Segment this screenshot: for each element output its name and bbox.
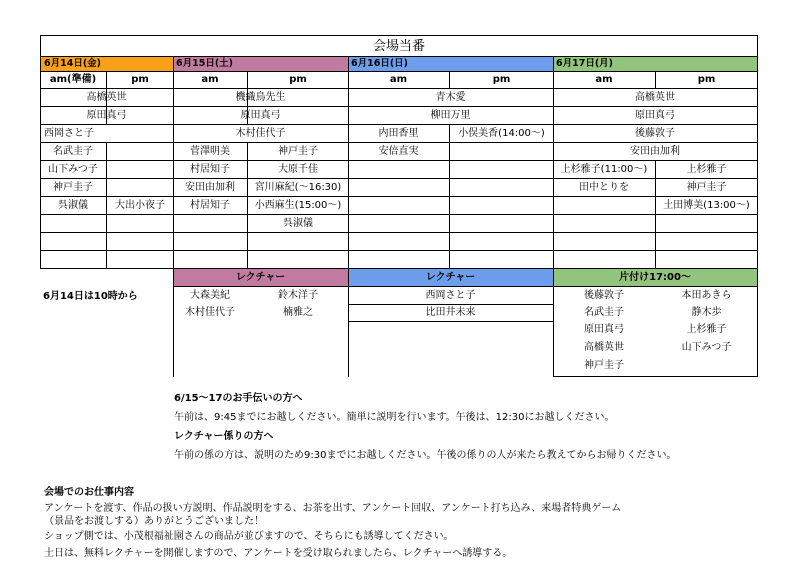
schedule-cell: 神戸圭子: [686, 181, 727, 193]
lecture-name: 鈴木洋子: [278, 290, 318, 301]
schedule-cell: 土田博美(13:00～): [663, 199, 750, 211]
lecture-name: 大森美紀: [190, 290, 230, 301]
schedule-cell: 安田由加利: [185, 181, 235, 193]
schedule-cell: 小西麻生(15:00～): [254, 199, 342, 211]
schedule-cell: 機織鳥先生: [235, 91, 286, 103]
schedule-cell: 山下みつ子: [48, 163, 98, 175]
schedule-cell: 高橋英世: [86, 91, 127, 103]
duties-line: アンケートを渡す、作品の扱い方説明、作品説明をする、お茶を出す、アンケート回収、アンケート打ち込み、来場者特典ゲーム: [44, 503, 622, 514]
schedule-cell: 原田真弓: [240, 109, 281, 121]
slot-header-pm: pm: [131, 74, 149, 85]
helpers-text: 午前は、9:45までにお越しください。簡単に説明を行います。午後は、12:30にお越しください。: [174, 412, 615, 423]
slot-header-pm: pm: [492, 74, 511, 85]
date-label-jun14: 6月14日(金): [44, 58, 102, 69]
schedule-cell: 原田真弓: [635, 109, 675, 121]
duties-line: 土日は、無料レクチャーを開催しますので、アンケートを受け取られましたら、レクチャーへ誘導する。: [44, 548, 513, 559]
schedule-cell: 呉淑儀: [283, 217, 313, 229]
schedule-cell: 田中とりを: [579, 181, 629, 193]
cleanup-name: 神戸圭子: [584, 360, 624, 371]
schedule-cell: 青木愛: [435, 91, 466, 103]
schedule-cell: 上杉雅子(11:00～): [560, 163, 648, 175]
schedule-cell: 後藤敦子: [635, 127, 675, 139]
schedule-cell: 大原千佳: [278, 163, 318, 175]
slot-header-am-prep: am(準備): [49, 74, 97, 85]
cleanup-header-jun17: 片付け17:00～: [619, 271, 691, 283]
lecture-name: 西岡さと子: [425, 290, 476, 301]
cleanup-name: 本田あきら: [681, 290, 732, 301]
schedule-cell: 村居知子: [190, 199, 230, 211]
slot-header-am: am: [201, 74, 219, 85]
schedule-cell: 西岡さと子: [44, 127, 94, 139]
lecture-name: 楠雅之: [283, 307, 313, 318]
cleanup-name: 静木歩: [691, 307, 722, 318]
schedule-cell: 名武圭子: [53, 145, 93, 157]
duties-line: ショップ側では、小茂根福祉園さんの商品が並びますので、そちらにも誘導してください。: [44, 531, 454, 542]
lecture-header-jun16: レクチャー: [425, 271, 476, 283]
schedule-cell: 内田香里: [378, 127, 419, 139]
lecture-staff-text: 午前の係の方は、説明のため9:30までにお越しください。午後の係りの人が来たら教えてからお帰りください。: [174, 450, 677, 461]
duties-heading: 会場でのお仕事内容: [44, 487, 134, 498]
schedule-cell: 大出小夜子: [115, 199, 165, 211]
page-title: 会場当番: [372, 38, 425, 54]
slot-header-pm: pm: [697, 74, 716, 85]
lecture-staff-heading: レクチャー係りの方へ: [174, 431, 274, 442]
cleanup-name: 後藤敦子: [584, 290, 624, 301]
cleanup-name: 原田真弓: [584, 324, 624, 335]
cleanup-name: 高橋英世: [584, 342, 624, 353]
duties-line: （景品をお渡しする）ありがとうございました！: [44, 516, 264, 527]
schedule-cell: 呉淑儀: [58, 199, 88, 211]
schedule-cell: 菅澤明美: [190, 145, 230, 157]
schedule-cell: 原田真弓: [86, 109, 127, 121]
helpers-heading: 6/15～17のお手伝いの方へ: [174, 393, 303, 404]
schedule-cell: 村居知子: [190, 163, 230, 175]
lecture-header-jun15: レクチャー: [235, 271, 286, 283]
schedule-cell: 神戸圭子: [53, 181, 93, 193]
schedule-cell: 安倍直実: [378, 145, 419, 157]
cleanup-name: 上杉雅子: [686, 324, 727, 335]
lecture-name: 木村佳代子: [185, 307, 235, 318]
date-label-jun16: 6月16日(日): [351, 58, 409, 69]
slot-header-am: am: [389, 74, 408, 85]
schedule-cell: 宮川麻紀(～16:30): [254, 181, 342, 193]
note-jun14: 6月14日は10時から: [43, 291, 138, 302]
schedule-cell: 木村佳代子: [235, 127, 286, 139]
schedule-cell: 柳田万里: [430, 109, 471, 121]
cleanup-name: 名武圭子: [584, 307, 624, 318]
schedule-cell: 上杉雅子: [686, 163, 727, 175]
cleanup-name: 山下みつ子: [681, 342, 732, 353]
lecture-name: 比田井未来: [425, 307, 476, 318]
date-label-jun17: 6月17日(月): [556, 58, 614, 69]
date-label-jun15: 6月15日(土): [176, 58, 234, 69]
schedule-cell: 神戸圭子: [278, 145, 318, 157]
schedule-cell: 小俣美香(14:00～): [458, 127, 545, 139]
schedule-cell: 高橋英世: [635, 91, 675, 103]
schedule-cell: 安田由加利: [630, 145, 680, 157]
slot-header-am: am: [595, 74, 613, 85]
slot-header-pm: pm: [289, 74, 307, 85]
